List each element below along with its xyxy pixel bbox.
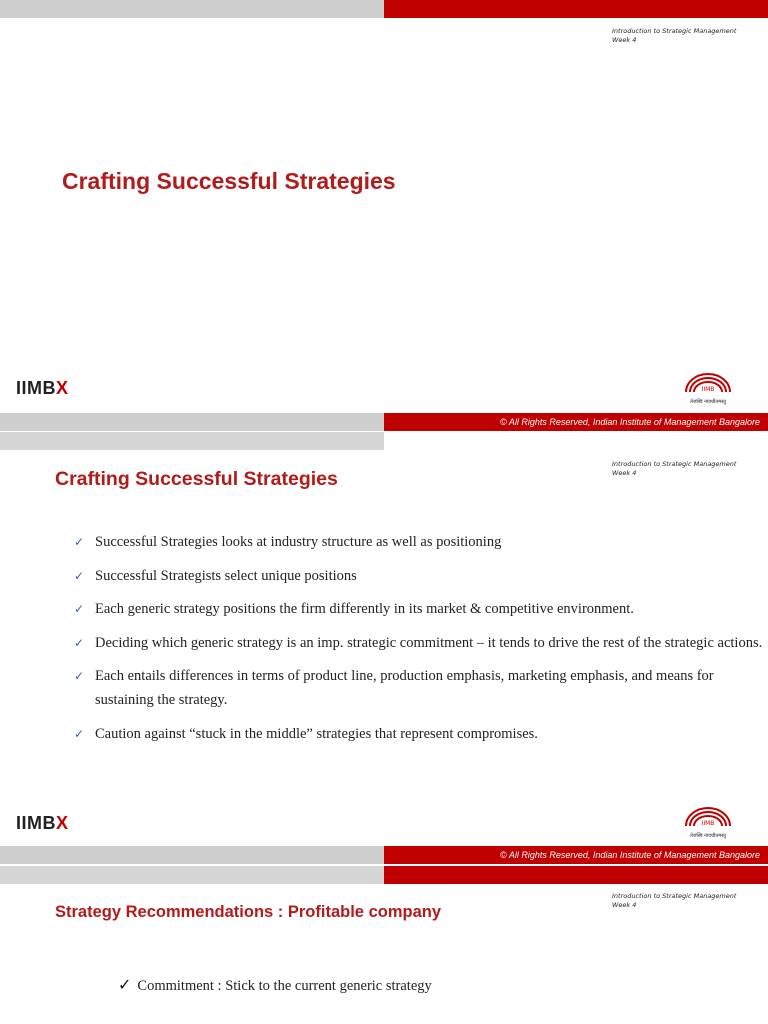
iimbx-logo: IIMBX xyxy=(16,378,69,398)
bullet-item: ✓ Each generic strategy positions the firm differently in its market & competitive environment. xyxy=(74,597,764,621)
course-title: Introduction to Strategic Management xyxy=(612,892,737,900)
slide-title: Crafting Successful Strategies xyxy=(55,468,338,490)
svg-text:तेजस्वि नावधीतमस्तु: तेजस्वि नावधीतमस्तु xyxy=(689,833,727,839)
course-label xyxy=(612,892,736,910)
slide-1 xyxy=(0,0,768,432)
top-bar-red xyxy=(384,866,768,884)
svg-text:IIMB: IIMB xyxy=(701,386,715,393)
top-bar-gray xyxy=(0,0,384,18)
iimb-logo-icon xyxy=(680,804,736,840)
course-week: Week 4 xyxy=(612,469,637,477)
bullet-item: ✓ Successful Strategies looks at industry structure as well as positioning xyxy=(74,530,764,554)
footer-copyright: © All Rights Reserved, Indian Institute of Management Bangalore xyxy=(384,413,768,431)
course-title: Introduction to Strategic Management xyxy=(612,460,737,468)
svg-text:तेजस्वि नावधीतमस्तु: तेजस्वि नावधीतमस्तु xyxy=(689,399,727,405)
course-week: Week 4 xyxy=(612,36,637,44)
check-icon: ✓ xyxy=(74,602,85,616)
check-icon: ✓ xyxy=(74,535,85,549)
slide-3 xyxy=(0,866,768,1024)
footer-bar-gray xyxy=(0,846,384,864)
course-title: Introduction to Strategic Management xyxy=(612,27,737,35)
iimb-logo-icon xyxy=(680,370,736,406)
bullet-item: ✓ Caution against “stuck in the middle” strategies that represent compromises. xyxy=(74,722,764,746)
check-icon: ✓ xyxy=(74,635,85,650)
check-icon: ✓ xyxy=(118,977,132,994)
bullet-item: ✓ Successful Strategists select unique positions xyxy=(74,564,764,588)
check-icon: ✓ xyxy=(74,669,85,683)
bullet-item: ✓ Commitment : Stick to the current generic strategy xyxy=(118,977,432,994)
bullet-item: ✓ Deciding which generic strategy is an imp. strategic commitment – it tends to drive the rest of the strategic actions. xyxy=(74,631,764,655)
svg-text:IIMB: IIMB xyxy=(701,820,715,827)
course-week: Week 4 xyxy=(612,901,637,909)
check-icon: ✓ xyxy=(74,726,85,741)
bullet-list xyxy=(74,530,764,755)
course-label xyxy=(612,460,736,478)
top-bar-red xyxy=(384,0,768,18)
slide-title: Crafting Successful Strategies xyxy=(62,168,396,194)
footer-bar-gray xyxy=(0,413,384,431)
iimbx-logo: IIMBX xyxy=(16,813,69,833)
course-label xyxy=(612,27,736,45)
footer-copyright: © All Rights Reserved, Indian Institute of Management Bangalore xyxy=(384,846,768,864)
check-icon: ✓ xyxy=(74,568,85,583)
top-bar-gray xyxy=(0,866,384,884)
bullet-item: ✓ Each entails differences in terms of product line, production emphasis, marketing emphasis, and means for sustaining the strategy. xyxy=(74,664,764,712)
top-bar-gray xyxy=(0,432,384,450)
slide-2 xyxy=(0,432,768,866)
slide-title: Strategy Recommendations : Profitable company xyxy=(55,903,442,921)
